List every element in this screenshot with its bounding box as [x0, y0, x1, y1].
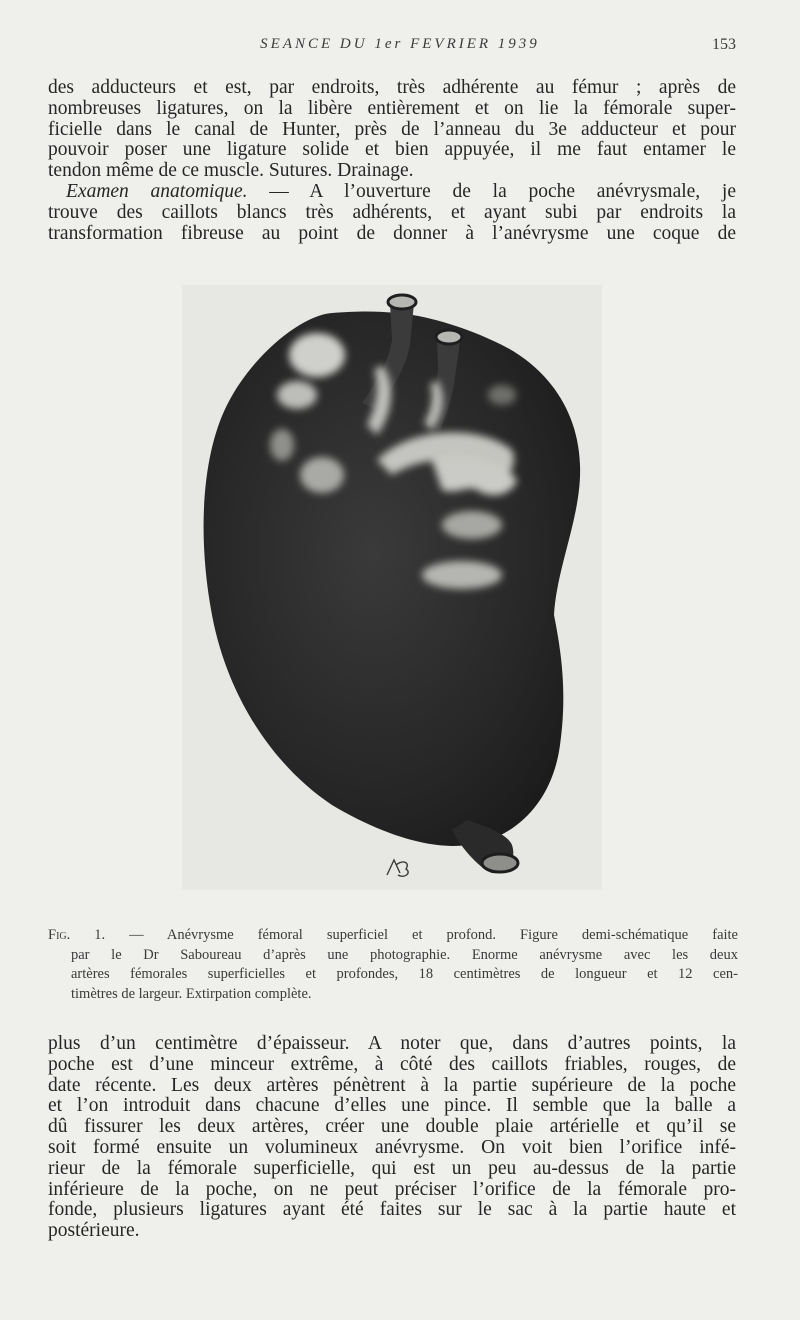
inferior-artery-orifice [482, 854, 518, 872]
top-text-block [48, 78, 736, 244]
running-head: SEANCE DU 1er FEVRIER 1939 [260, 36, 540, 52]
aneurysm-illustration [182, 285, 602, 890]
aneurysm-figure [182, 285, 602, 890]
text-line: transformation fibreuse au point de donner à l’anévrysme une coque de [48, 222, 736, 244]
text-line: poche est d’une minceur extrême, à côté des caillots friables, rouges, de [48, 1053, 736, 1075]
text-line: date récente. Les deux artères pénètrent à la partie supérieure de la poche [48, 1074, 736, 1096]
text-line: postérieure. [48, 1220, 140, 1242]
exam-paragraph-first-line [48, 182, 736, 203]
bottom-text-block [48, 1034, 736, 1242]
text-line: ficielle dans le canal de Hunter, près de l’anneau du 3e adducteur et pour [48, 118, 736, 140]
figure-label: Fig. 1. [48, 927, 106, 943]
text-line: trouve des caillots blancs très adhérents, et ayant subi par endroits la [48, 201, 736, 223]
caption-fragment: — Anévrysme fémoral superficiel et profond. Figure demi-schématique faite [105, 927, 738, 943]
artist-monogram [387, 860, 408, 876]
caption-line: par le Dr Saboureau d’après une photographie. Enorme anévrysme avec les deux [71, 946, 738, 963]
text-fragment: — A l’ouverture de la poche anévrysmale, je [247, 180, 736, 202]
text-line: dû fissurer les deux artères, créer une double plaie artérielle et qu’il se [48, 1116, 736, 1138]
page-number: 153 [712, 36, 736, 53]
text-line: nombreuses ligatures, on la libère entièrement et on lie la fémorale super- [48, 97, 736, 119]
caption-line [48, 926, 738, 946]
superior-artery-2-orifice [436, 330, 462, 344]
page-header [0, 36, 800, 58]
text-line: et l’on introduit dans chacune d’elles une pince. Il semble que la balle a [48, 1095, 736, 1117]
superior-artery-1-orifice [388, 295, 416, 309]
section-heading: Examen anatomique. [66, 180, 248, 202]
aneurysm-sac [204, 312, 581, 846]
text-line: des adducteurs et est, par endroits, très adhérente au fémur ; après de [48, 77, 736, 98]
text-line: plus d’un centimètre d’épaisseur. A noter que, dans d’autres points, la [48, 1033, 736, 1054]
figure-caption [48, 926, 738, 1004]
text-line: fonde, plusieurs ligatures ayant été faites sur le sac à la partie haute et [48, 1199, 736, 1221]
text-line: soit formé ensuite un volumineux anévrysme. On voit bien l’orifice infé- [48, 1136, 736, 1158]
caption-line: artères fémorales superficielles et profondes, 18 centimètres de longueur et 12 cen- [71, 966, 738, 982]
text-line: pouvoir poser une ligature solide et bien appuyée, il me faut entamer le [48, 139, 736, 161]
text-line: rieur de la fémorale superficielle, qui est un peu au-dessus de la partie [48, 1157, 736, 1179]
text-line: tendon même de ce muscle. Sutures. Drainage. [48, 160, 414, 182]
caption-line: timètres de largeur. Extirpation complète. [71, 985, 312, 1002]
text-line: inférieure de la poche, on ne peut préciser l’orifice de la fémorale pro- [48, 1178, 736, 1200]
